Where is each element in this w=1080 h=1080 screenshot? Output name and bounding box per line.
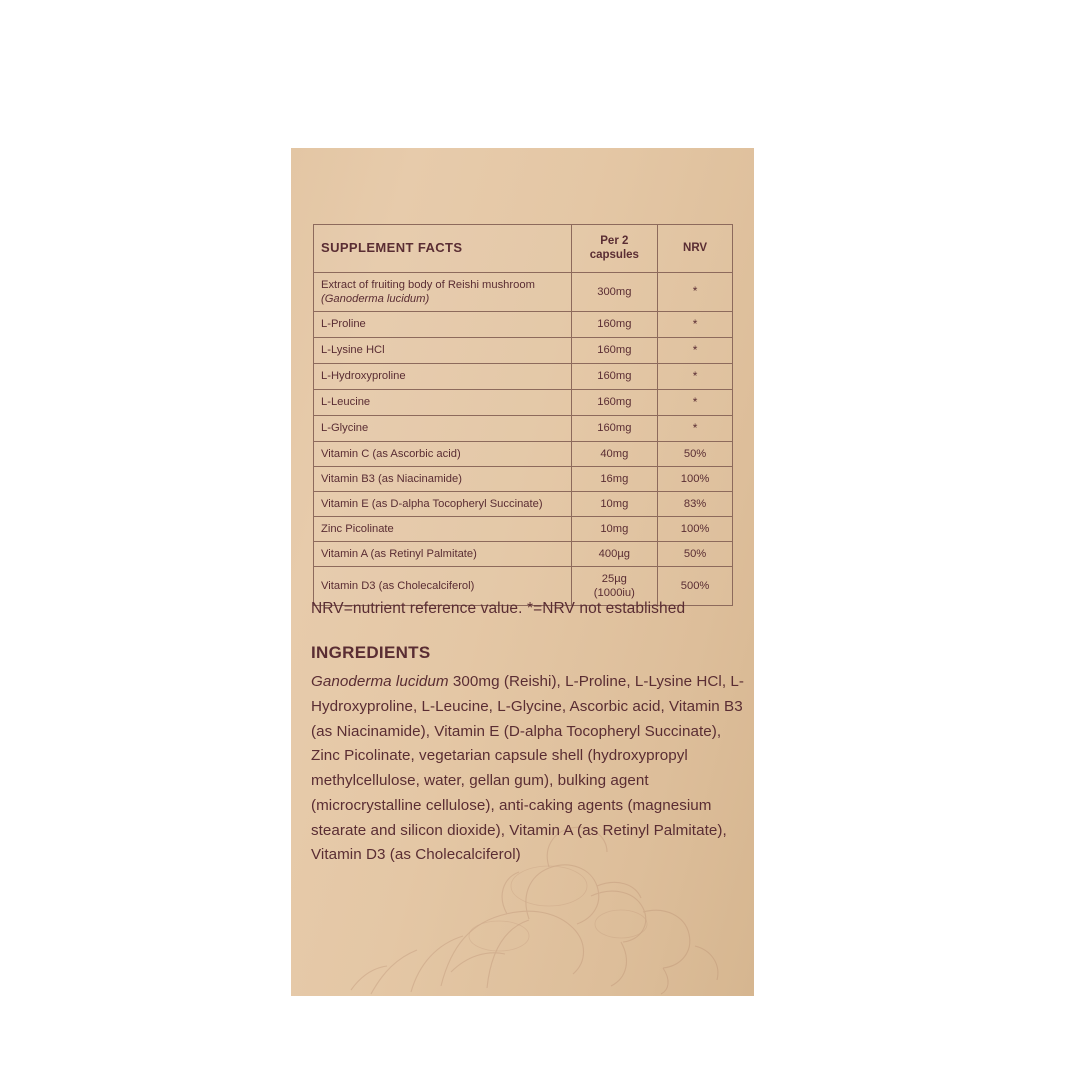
row-nrv: * — [658, 337, 733, 363]
row-amount: 10mg — [571, 516, 658, 541]
row-nrv: 50% — [658, 441, 733, 466]
header-amount-line2: capsules — [589, 249, 639, 262]
row-amount: 400µg — [571, 541, 658, 566]
row-name: L-Proline — [314, 311, 572, 337]
row-nrv: 50% — [658, 541, 733, 566]
row-name — [314, 272, 572, 311]
row-name: L-Glycine — [314, 415, 572, 441]
row-amount: 10mg — [571, 491, 658, 516]
row-amount: 160mg — [571, 389, 658, 415]
row-name: L-Hydroxyproline — [314, 363, 572, 389]
ingredients-latin-name: Ganoderma lucidum — [311, 673, 449, 690]
table-row — [314, 389, 733, 415]
table-header-row — [314, 225, 733, 273]
row-amount: 160mg — [571, 311, 658, 337]
ingredients-text — [311, 670, 751, 868]
row-nrv: 100% — [658, 466, 733, 491]
row-amount: 40mg — [571, 441, 658, 466]
nrv-footnote: NRV=nutrient reference value. *=NRV not established — [311, 600, 686, 617]
table-row — [314, 337, 733, 363]
row-name: L-Leucine — [314, 389, 572, 415]
ingredients-heading: INGREDIENTS — [311, 643, 431, 662]
row-nrv: * — [658, 415, 733, 441]
row-nrv: * — [658, 311, 733, 337]
header-amount-line1: Per 2 — [600, 235, 629, 247]
supplement-facts-table — [313, 224, 733, 606]
row-nrv: * — [658, 272, 733, 311]
row-name: Zinc Picolinate — [314, 516, 572, 541]
table-row — [314, 415, 733, 441]
supplement-box-panel — [291, 148, 754, 996]
table-row — [314, 272, 733, 311]
row-nrv: * — [658, 389, 733, 415]
table-row — [314, 363, 733, 389]
table-row — [314, 516, 733, 541]
row-amount: 160mg — [571, 415, 658, 441]
table-row — [314, 466, 733, 491]
row-amount: 300mg — [571, 272, 658, 311]
row-name: Vitamin A (as Retinyl Palmitate) — [314, 541, 572, 566]
header-nrv: NRV — [658, 225, 733, 273]
table-row — [314, 311, 733, 337]
row-name: L-Lysine HCl — [314, 337, 572, 363]
row-name-latin: (Ganoderma lucidum) — [321, 292, 430, 305]
table-row — [314, 441, 733, 466]
row-nrv: 83% — [658, 491, 733, 516]
table-row — [314, 541, 733, 566]
table-row — [314, 491, 733, 516]
row-amount: 160mg — [571, 363, 658, 389]
ingredients-body-text: 300mg (Reishi), L-Proline, L-Lysine HCl, L-Hydroxyproline, L-Leucine, L-Glycine, Ascorbic acid, Vitamin B3 (as Niacinamide), Vitamin E (D-alpha Tocopheryl Succinate), Zinc Picolinate, vegetarian capsule shell (hydroxypropyl methylcellulose, water, gellan gum), bulking agent (microcrystalline cellulose), anti-caking agents (magnesium stearate and silicon dioxide), Vitamin A (as Retinyl Palmitate), Vitamin D3 (as Cholecalciferol) — [311, 673, 744, 864]
header-supplement-facts: SUPPLEMENT FACTS — [314, 225, 572, 273]
row-amount-value: 25µg — [601, 572, 627, 585]
row-name: Vitamin B3 (as Niacinamide) — [314, 466, 572, 491]
row-name: Vitamin D3 (as Cholecalciferol) — [314, 566, 572, 605]
row-amount: 160mg — [571, 337, 658, 363]
row-name: Vitamin E (as D-alpha Tocopheryl Succinate) — [314, 491, 572, 516]
row-nrv: 100% — [658, 516, 733, 541]
row-name-text: Extract of fruiting body of Reishi mushroom — [321, 278, 535, 291]
row-name: Vitamin C (as Ascorbic acid) — [314, 441, 572, 466]
header-per-2-capsules — [571, 225, 658, 273]
row-nrv: * — [658, 363, 733, 389]
row-amount-sub: (1000iu) — [593, 586, 635, 599]
row-amount: 16mg — [571, 466, 658, 491]
row-nrv: 500% — [658, 566, 733, 605]
